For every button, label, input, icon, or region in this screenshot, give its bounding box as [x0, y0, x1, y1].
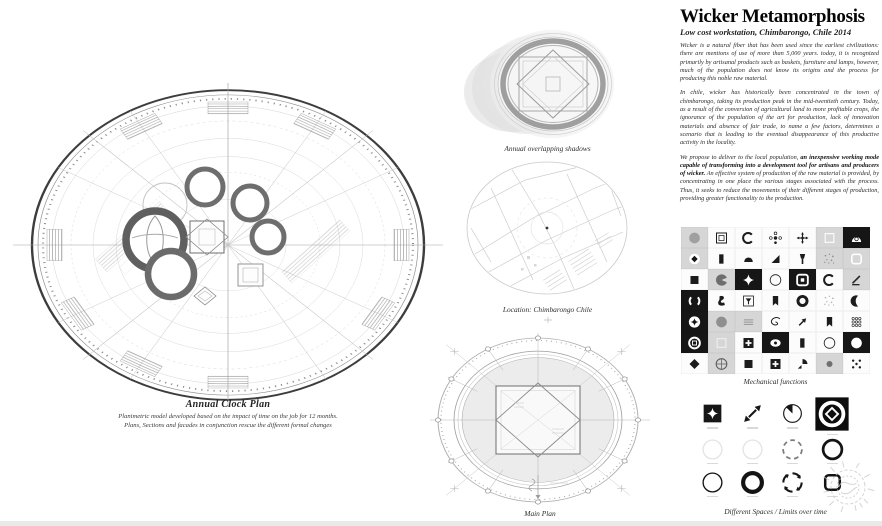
lines-icon — [740, 314, 757, 330]
mech-cell — [762, 353, 789, 374]
watermark-stamp — [814, 456, 882, 520]
sq-star-icon — [700, 401, 725, 426]
mech-cell — [681, 248, 708, 269]
black-plate-icon — [813, 395, 851, 433]
donut-icon — [794, 293, 811, 309]
cursor-icon — [794, 314, 811, 330]
double-square-icon — [713, 230, 730, 246]
circle-outline-icon — [767, 272, 784, 288]
mech-cell — [708, 227, 735, 248]
mech-cell — [681, 227, 708, 248]
mech-cell — [735, 353, 762, 374]
page-bottom-edge — [0, 521, 882, 526]
rotate-arrows-icon — [780, 470, 805, 495]
disc-star-icon — [686, 314, 703, 330]
mech-cell — [816, 332, 843, 353]
mech-cell — [789, 311, 816, 332]
mech-cell — [843, 332, 870, 353]
mech-cell — [843, 353, 870, 374]
spaces-caption: Different Spaces / Limits over time — [724, 507, 827, 516]
disc-diamond-icon — [686, 251, 703, 267]
mech-cell — [789, 227, 816, 248]
compass-icon — [794, 230, 811, 246]
spaces-cell — [740, 470, 765, 498]
mech-cell — [735, 227, 762, 248]
mech-cell — [843, 269, 870, 290]
spaces-cell-label-dash — [787, 427, 798, 429]
bar-v-icon — [794, 335, 811, 351]
mech-cell — [843, 227, 870, 248]
ring-thick-icon — [740, 470, 765, 495]
mech-cell — [681, 290, 708, 311]
mech-cell — [708, 269, 735, 290]
circle-fill-icon — [686, 230, 703, 246]
double-arc-icon — [686, 293, 703, 309]
location-map-caption: Location: Chimbarongo Chile — [502, 305, 593, 314]
c-open-icon — [821, 272, 838, 288]
spaces-cell-label-dash — [747, 427, 758, 429]
spaces-cell — [700, 401, 725, 429]
mech-cell — [681, 269, 708, 290]
main-plan-figure — [430, 333, 650, 505]
mech-cell — [762, 332, 789, 353]
mech-cell — [789, 269, 816, 290]
annual-clock-plan-title: Annual Clock Plan — [185, 399, 271, 410]
c-open-icon — [740, 230, 757, 246]
mech-cell — [789, 290, 816, 311]
blob-icon — [713, 293, 730, 309]
target-icon — [686, 335, 703, 351]
mech-cell — [843, 290, 870, 311]
circle-outline-icon — [821, 335, 838, 351]
paragraph-3-lead: We propose to deliver to the local population, — [680, 153, 801, 161]
overlapping-shadows-figure — [460, 26, 635, 144]
mech-cell — [735, 248, 762, 269]
mech-cell — [762, 290, 789, 311]
mech-cell — [735, 311, 762, 332]
mech-cell — [708, 332, 735, 353]
paragraph-3 — [680, 154, 879, 204]
mech-cell — [816, 311, 843, 332]
mech-cell — [708, 353, 735, 374]
mech-cell — [843, 248, 870, 269]
tri-corner-icon — [767, 251, 784, 267]
mech-cell — [708, 248, 735, 269]
spaces-cell-label-dash — [827, 434, 838, 436]
mech-cell — [681, 353, 708, 374]
dome-icon — [848, 230, 865, 246]
round-square-icon — [848, 251, 865, 267]
circle-dashed-icon — [780, 437, 805, 462]
mech-cell — [816, 290, 843, 311]
funnel-box-icon — [740, 293, 757, 309]
diag-arrows-icon — [740, 401, 765, 426]
square-outline-icon — [821, 230, 838, 246]
plus-box-icon — [740, 335, 757, 351]
scale-mark-icon — [543, 316, 553, 324]
flag-icon — [821, 314, 838, 330]
square-outline-icon — [713, 335, 730, 351]
bar-v-icon — [713, 251, 730, 267]
annual-clock-plan-figure — [8, 75, 448, 415]
paragraph-2: In chile, wicker has historically been concentrated in the town of chimbarongo, taking its production peak in the mid-twentieth century. Today, as a result of the conversion of agricultural land to more profitable crops, the ignorance of the population of the art for production, lack of innovation materials and absence of fair trade, to name a few factors, determines a scenario that is leading to the eventual disappearance of this productive activity in the locality. — [680, 89, 879, 147]
mech-cell — [762, 227, 789, 248]
location-map-figure — [455, 158, 640, 303]
diamond-fill-icon — [686, 356, 703, 372]
spaces-cell — [700, 437, 725, 465]
circle-faint-icon — [700, 437, 725, 462]
dots5-icon — [848, 356, 865, 372]
annual-clock-plan-caption — [28, 399, 428, 430]
circle-fill-icon — [848, 335, 865, 351]
spaces-cell — [780, 470, 805, 498]
mech-cell — [816, 248, 843, 269]
wheel-icon — [713, 356, 730, 372]
star4-icon — [740, 272, 757, 288]
pacman-icon — [713, 272, 730, 288]
spaces-cell-label-dash — [787, 463, 798, 465]
spaces-cell — [780, 401, 805, 429]
spaces-cell — [740, 401, 765, 429]
paragraph-1: Wicker is a natural fiber that has been used since the earliest civilizations: there are mentions of use of more than 5,000 years. today, it is recognized primarily by artisanal products such as baskets, furniture and lamps, however, much of the population does not know its origins and the process for producing this noble raw material. — [680, 42, 879, 83]
mechanical-functions-grid — [681, 227, 870, 374]
mech-cell — [816, 227, 843, 248]
poster-title-bold: Metamorphosis — [742, 6, 865, 27]
annual-clock-plan-subtitle-1: Planimetric model developed based on the impact of time on the job for 12 months. — [118, 413, 338, 420]
vase-icon — [794, 251, 811, 267]
mech-cell — [843, 311, 870, 332]
mech-cell — [735, 269, 762, 290]
spaces-cell — [813, 395, 851, 436]
main-plan-caption: Main Plan — [524, 509, 556, 518]
plus-box-icon — [767, 356, 784, 372]
annual-clock-plan-subtitle-2: Plans, Sections and facades in conjunction rescue the different formal changes — [124, 422, 332, 430]
spaces-cell-label-dash — [787, 496, 798, 498]
ring-thin-icon — [700, 470, 725, 495]
target-square-icon — [794, 272, 811, 288]
spiral-icon — [767, 314, 784, 330]
poster-subtitle: Low cost workstation, Chimbarongo, Chile 2014 — [680, 27, 852, 37]
spaces-cell-label-dash — [707, 463, 718, 465]
overlapping-shadows-caption: Annual overlapping shadows — [504, 144, 591, 153]
circle-faint-icon — [740, 437, 765, 462]
mech-cell — [681, 311, 708, 332]
dot-icon — [821, 356, 838, 372]
spaces-cell — [780, 437, 805, 465]
mech-cell — [762, 269, 789, 290]
mech-cell — [816, 269, 843, 290]
mech-cell — [735, 332, 762, 353]
mechanical-functions-caption: Mechanical functions — [743, 377, 808, 386]
spaces-cell — [740, 437, 765, 465]
speckle-icon — [821, 293, 838, 309]
spaces-cell-label-dash — [707, 427, 718, 429]
square-fill-icon — [686, 272, 703, 288]
spaces-cell-label-dash — [707, 496, 718, 498]
paragraph-3-bold: an inexpensive working mode capable of transforming into a development tool for artisans and producers of wicker. — [680, 153, 879, 178]
orbit-icon — [767, 230, 784, 246]
poster-body-text — [680, 42, 879, 209]
dots9-icon — [848, 314, 865, 330]
poster-title-regular: Wicker — [680, 6, 739, 27]
mech-cell — [735, 290, 762, 311]
mech-cell — [708, 290, 735, 311]
mech-cell — [762, 311, 789, 332]
circle-fill-icon — [713, 314, 730, 330]
square-fill-icon — [740, 356, 757, 372]
paragraph-3-rest: An effective system of production of the raw material is provided, by concentrating in one place the various stages associated with the process. Thus, it seeks to reduce the movements of their different stages of production, providing greater functionality to the production. — [680, 170, 879, 203]
spaces-cell — [700, 470, 725, 498]
pencil-icon — [848, 272, 865, 288]
mech-cell — [762, 248, 789, 269]
mech-cell — [816, 353, 843, 374]
mech-cell — [708, 311, 735, 332]
speckle-icon — [821, 251, 838, 267]
wedge-icon — [794, 356, 811, 372]
poster-title — [680, 7, 880, 27]
spaces-cell-label-dash — [747, 496, 758, 498]
mech-cell — [789, 248, 816, 269]
oval-dot-icon — [767, 335, 784, 351]
circle-wedge-icon — [780, 401, 805, 426]
mech-cell — [789, 353, 816, 374]
crescent-icon — [848, 293, 865, 309]
spaces-cell-label-dash — [747, 463, 758, 465]
mech-cell — [789, 332, 816, 353]
arch-icon — [740, 251, 757, 267]
mech-cell — [681, 332, 708, 353]
flag-icon — [767, 293, 784, 309]
